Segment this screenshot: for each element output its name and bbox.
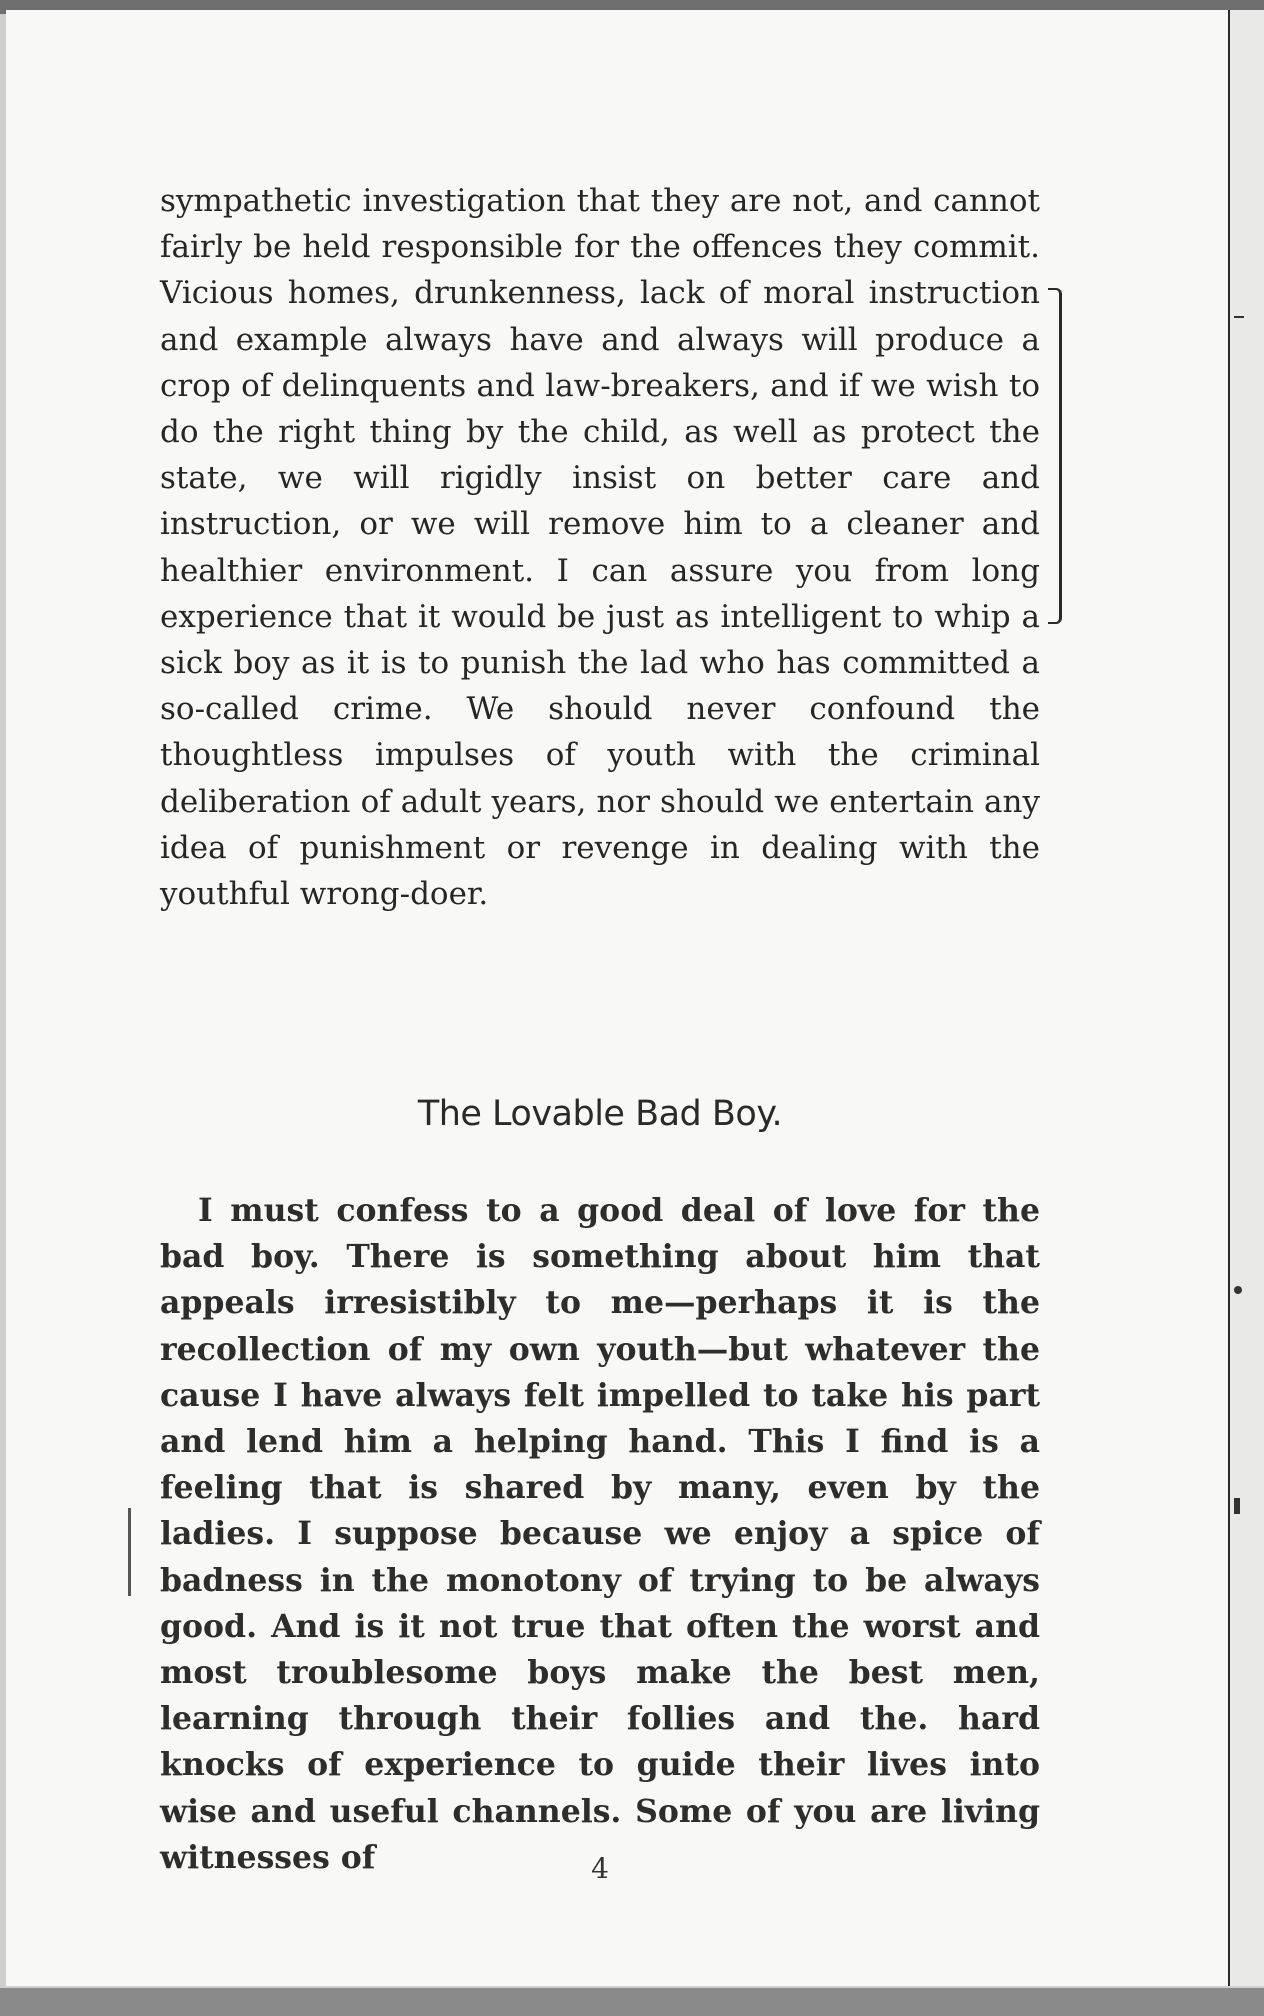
body-paragraph (160, 1188, 1040, 1881)
body-paragraph-continued: sympathetic investigation that they are not, and cannot fairly be held responsible for the offences they commit. Vicious homes, drunkenness, lack of moral instruction and example always have and always will produce a crop of delinquents and law-breakers, and if we wish to do the right thing by the child, as well as protect the state, we will rigidly insist on better care and instruction, or we will remove him to a cleaner and healthier environment. I can assure you from long experience that it would be just as intelligent to whip a sick boy as it is to punish the lad who has committed a so-called crime. We should never confound the thoughtless impulses of youth with the criminal deliberation of adult years, nor should we entertain any idea of punishment or revenge in dealing with the youthful wrong-doer. (160, 183, 1040, 913)
section-heading: The Lovable Bad Boy. (417, 1094, 783, 1134)
adjacent-page-edge (1228, 10, 1264, 1986)
edge-tick-mark (1234, 1498, 1240, 1514)
scan-bottom-edge (0, 1988, 1264, 2016)
margin-bracket-mark (1048, 288, 1062, 624)
edge-tick-mark (1234, 316, 1244, 318)
paragraph-text: I must confess to a good deal of love for the bad boy. There is something about him that appeals irresistibly to me—perhaps it is the recollection of my own youth—but whatever the cause I have always felt impelled to take his part and lend him a helping hand. This I find is a feeling that is shared by many, even by the ladies. I suppose because we enjoy a spice of badness in the monotony of trying to be always good. And is it not true that often the worst and most troublesome boys make the best men, learning through their follies and the. hard knocks of experience to guide their lives into wise and useful channels. Some of you are living witnesses of (160, 1192, 1040, 1876)
margin-pencil-mark (128, 1508, 131, 1596)
page-number: 4 (591, 1852, 609, 1885)
edge-tick-mark (1234, 1286, 1242, 1294)
